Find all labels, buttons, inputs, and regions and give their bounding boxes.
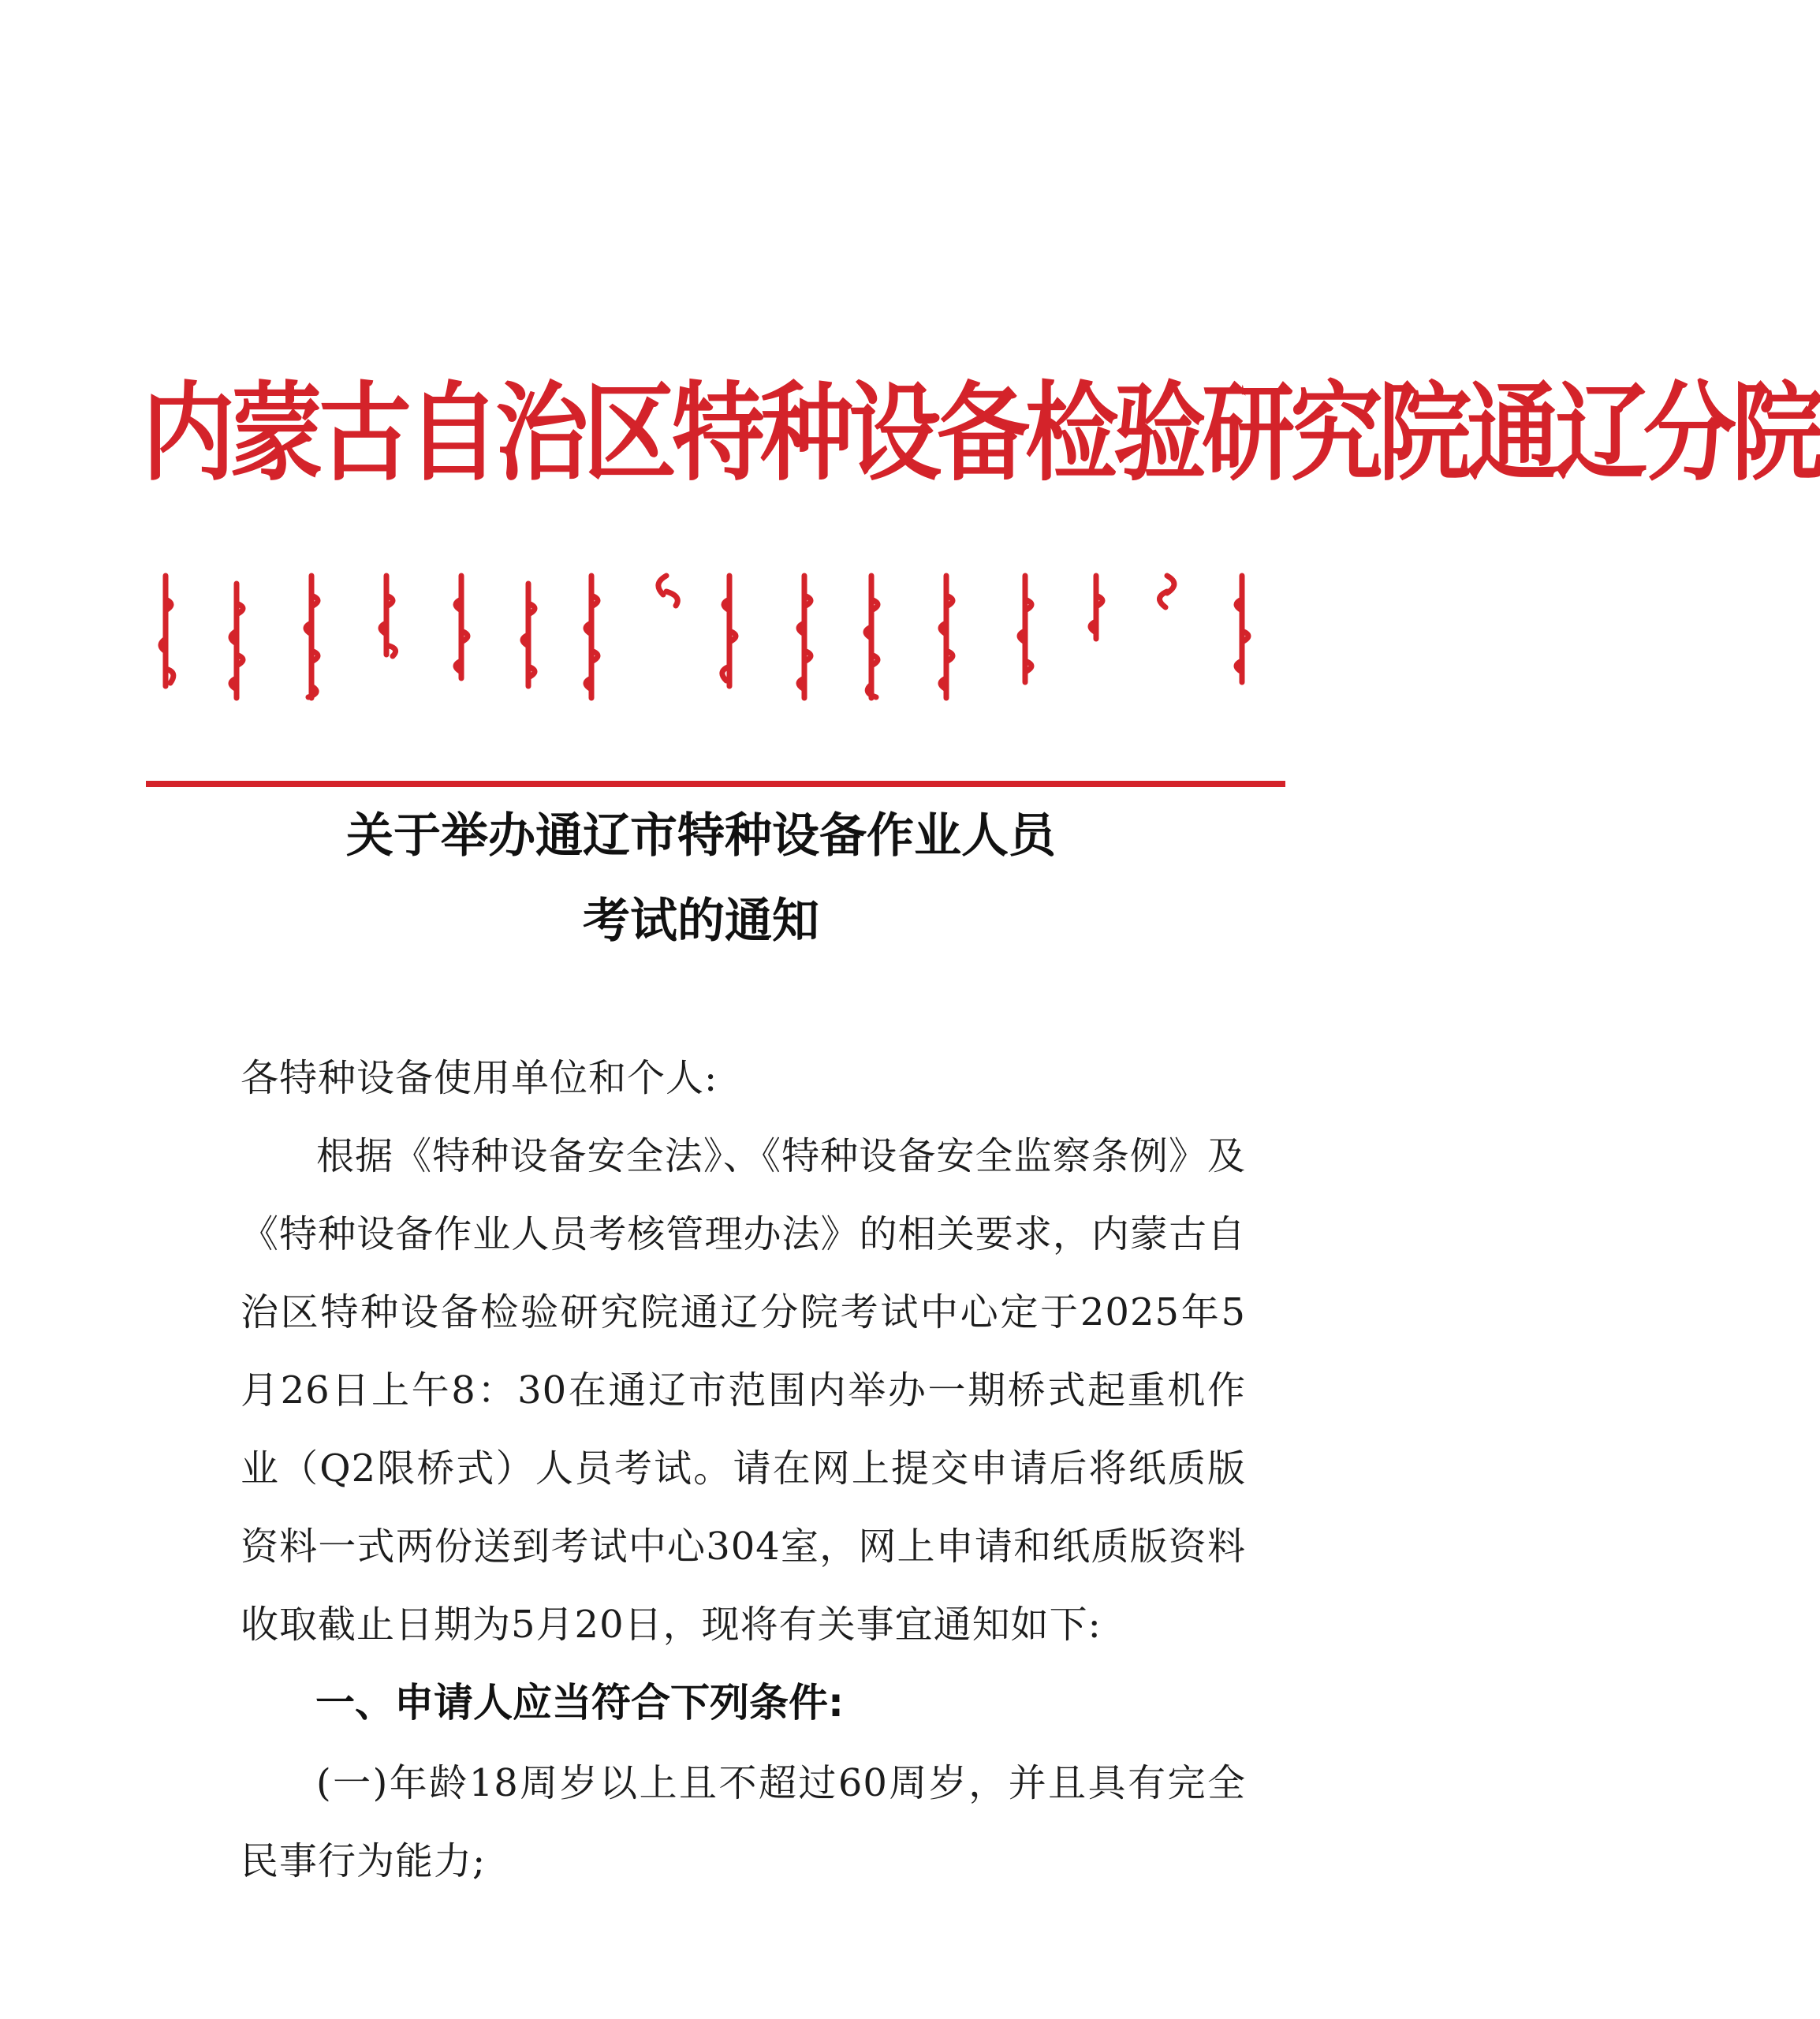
section-heading-1: 一、申请人应当符合下列条件: bbox=[315, 1680, 844, 1726]
header-red-rule bbox=[146, 781, 1285, 787]
org-name-mongolian-script bbox=[150, 568, 1285, 702]
org-name-chinese: 内蒙古自治区特种设备检验研究院通辽分院 bbox=[142, 369, 1820, 496]
salutation: 各特种设备使用单位和个人: bbox=[241, 1056, 718, 1100]
notice-title-line-2: 考试的通知 bbox=[583, 894, 819, 949]
body-paragraph: 根据《特种设备安全法》、《特种设备安全监察条例》及《特种设备作业人员考核管理办法》的相关要求，内蒙古自治区特种设备检验研究院通辽分院考试中心定于2025年5月26日上午8：30在通辽市范围内举办一期桥式起重机作业（Q2限桥式）人员考试。请在网上提交申请后将纸质版资料一式两份送到考试中心304室，网上申请和纸质版资料收取截止日期为5月20日，现将有关事宜通知如下: bbox=[241, 1134, 1246, 1647]
notice-title-line-1: 关于举办通辽市特种设备作业人员 bbox=[346, 808, 1056, 864]
section-1-item-1: (一)年龄18周岁以上且不超过60周岁，并且具有完全民事行为能力; bbox=[241, 1761, 1246, 1883]
mongolian-script-graphic bbox=[150, 568, 1285, 702]
